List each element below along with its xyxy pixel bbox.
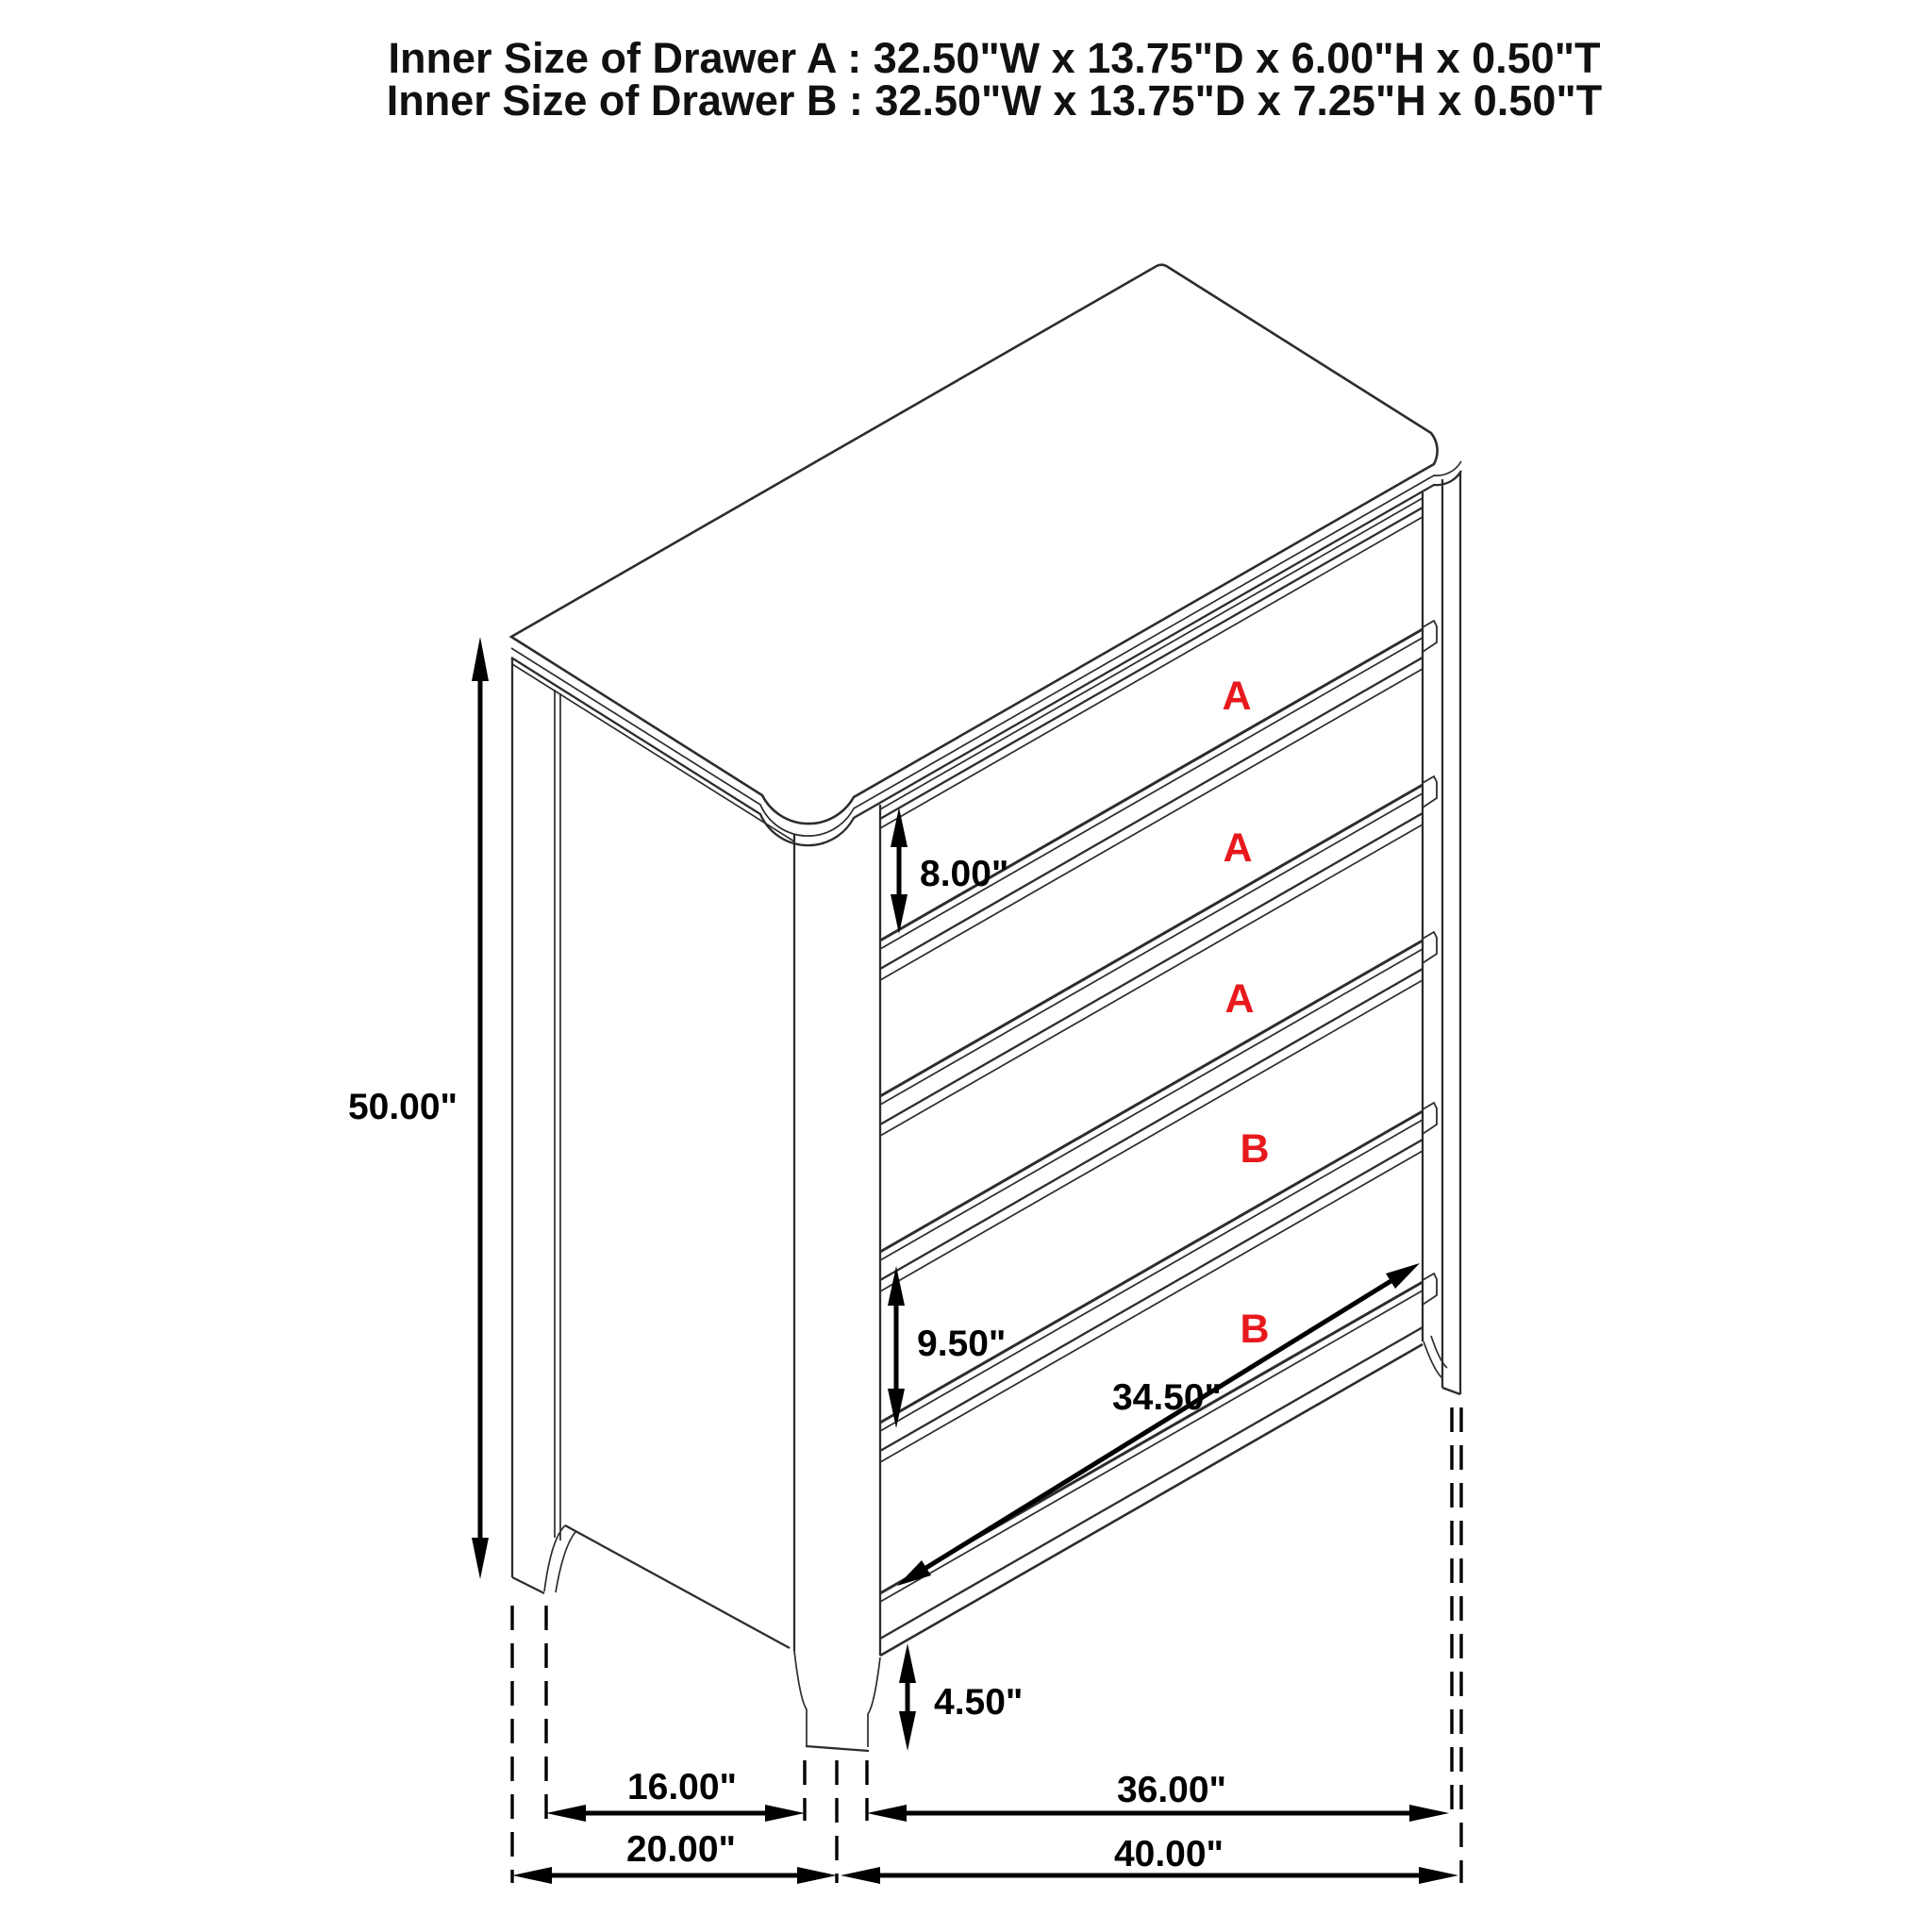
drawer-label-a2: A (1223, 825, 1253, 871)
dim-leg-height-label: 4.50" (934, 1682, 1024, 1723)
dim-drawer-a-label: 8.00" (920, 854, 1009, 894)
dim-20-label: 20.00" (625, 1829, 737, 1870)
dim-36-label: 36.00" (1116, 1770, 1227, 1810)
dim-height-label: 50.00" (347, 1087, 458, 1127)
drawer-label-b1: B (1240, 1126, 1270, 1172)
dim-drawer-width-label: 34.50" (1111, 1377, 1223, 1418)
dim-drawer-b-label: 9.50" (917, 1324, 1007, 1364)
dim-40-label: 40.00" (1113, 1834, 1224, 1874)
title-line-drawer-a: Inner Size of Drawer A : 32.50"W x 13.75"D x 6.00"H x 0.50"T (388, 34, 1601, 82)
drawer-label-a3: A (1224, 976, 1255, 1022)
title-line-drawer-b: Inner Size of Drawer B : 32.50"W x 13.75"D x 7.25"H x 0.50"T (386, 76, 1603, 125)
drawer-label-a1: A (1222, 674, 1252, 719)
title-block (387, 34, 1602, 125)
drawer-label-b2: B (1240, 1307, 1270, 1352)
dim-16-label: 16.00" (626, 1767, 738, 1807)
